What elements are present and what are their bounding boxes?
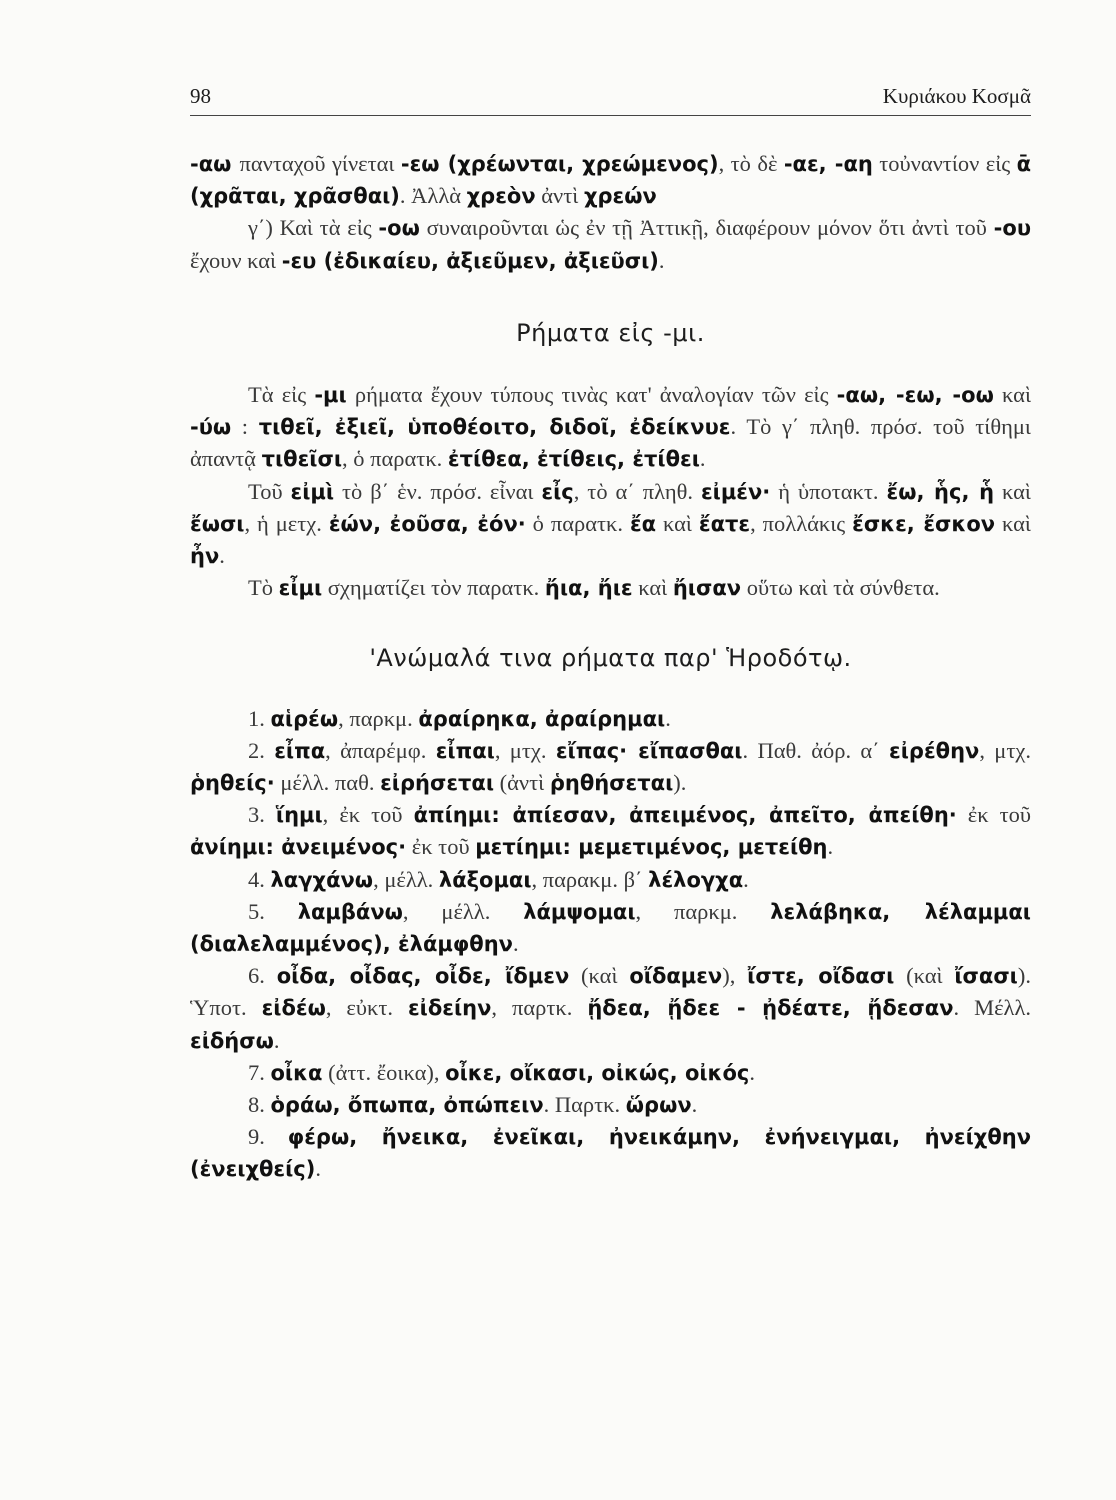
greek-form: λάμψομαι [523,899,636,924]
text-run: . [665,705,671,731]
greek-form: αἱρέω [270,706,339,731]
greek-form: τιθεῖσι [261,447,342,472]
section1-paragraph [190,476,1031,573]
text-run: ἔχουν καὶ [190,247,282,273]
section-heading-irregular-verbs: 'Ανώμαλά τινα ρήματα παρ' Ἡροδότῳ. [369,644,852,673]
text-run: , ἀπαρέμφ. [325,737,436,763]
text-run: . Τὸ γ΄ πληθ. πρόσ. τοῦ τίθημι ἀπαντᾷ [190,414,1031,472]
greek-form: λάξομαι [438,867,532,892]
greek-form: εἰδέω [261,996,326,1021]
greek-form: -οω [378,216,420,241]
irregular-verbs-list [190,703,1031,1186]
text-run: , εὐκτ. [325,995,408,1021]
text-run: 7. [248,1059,271,1085]
section1-paragraph [190,572,1031,604]
text-run: πανταχοῦ γίνεται [239,151,401,176]
greek-form: οἶδα, οἶδας, οἶδε, ἴδμεν [276,964,570,989]
greek-form: ἐών, ἐοῦσα, ἐόν· [328,511,526,536]
section2-paragraph [190,735,1031,799]
greek-form: ἔωσι [190,511,245,536]
greek-form: ἔσκε, ἔσκον [852,511,996,536]
greek-form: ἔω, ἧς, ἧ [886,479,995,504]
text-run: . [691,1092,698,1118]
text-run: τοὐναντίον εἰς [872,151,1017,176]
text-run: Τὸ [248,575,279,601]
greek-form: ἀπίημι: ἀπίεσαν, ἀπειμένος, ἀπεῖτο, ἀπείθη· [413,803,957,828]
text-run: μέλλ. παθ. [274,770,381,796]
text-run: , ἡ μετχ. [244,510,329,536]
text-run: (ἀττ. ἔοικα), [322,1059,446,1085]
text-run: , τὸ α΄ πληθ. [573,478,701,504]
intro-paragraph [190,212,1031,276]
section2-paragraph [190,1057,1031,1089]
text-run: (καὶ [569,963,630,989]
greek-form: εἰδήσω [190,1028,274,1053]
text-run: Τὰ εἰς [248,382,315,408]
greek-form: ὁράω, ὄπωπα, ὀπώπειν [270,1093,544,1118]
greek-form: εἰρήσεται [380,771,495,796]
greek-form: ἔατε [698,511,751,536]
greek-form: -αω [190,152,240,176]
text-run: . [219,543,225,569]
text-run: , τὸ δὲ [718,151,784,176]
text-run: . Μέλλ. [953,995,1032,1021]
intro-paragraphs [190,148,1031,277]
text-run: . [512,931,519,957]
greek-form: ὥρων [625,1093,692,1118]
text-run: γ΄) Καὶ τὰ εἰς [248,215,379,241]
running-title: Κυριάκου Κοσμᾶ [882,84,1031,108]
greek-form: εἶπαι [435,738,495,763]
mi-verbs-section [190,379,1031,604]
greek-form: -εω (χρέωνται, χρεώμενος) [400,152,719,176]
text-run: 2. [248,737,275,763]
greek-form: χρεών [583,184,657,209]
text-run: 3. [248,802,276,828]
text-run: καὶ [993,382,1031,408]
greek-form: χρεὸν [466,184,536,209]
text-run: συναιροῦνται ὡς ἐν τῇ Ἀττικῇ, διαφέρουν μόνον ὅτι ἀντὶ τοῦ [419,215,994,241]
greek-form: εἰρέθην [889,738,980,763]
text-run: καὶ [632,575,673,601]
text-run: . [827,834,834,860]
greek-form: ἀνίημι: ἀνειμένος· [190,835,407,860]
greek-form: λελάβηκα, λέλαμμαι (διαλελαμμένος), ἐλάμφθην [190,899,1031,957]
section2-paragraph [190,864,1031,896]
greek-form: ἴστε, οἴδασι [747,964,895,989]
greek-form: μετίημι: μεμετιμένος, μετείθη [475,835,828,860]
text-run: : [231,414,259,440]
greek-form: ἔα [629,511,657,536]
text-run: , παρτκ. [491,995,588,1021]
section2-paragraph [190,799,1031,863]
greek-form: ἐτίθεα, ἐτίθεις, ἐτίθει [447,447,700,472]
greek-form: ᾱ (χρᾶται, χρᾶσθαι) [190,152,1032,209]
greek-form: ἤισαν [672,576,742,601]
greek-form: -μι [314,383,347,408]
text-run: , παρκμ. [338,705,419,731]
greek-form: ἵημι [275,803,323,828]
text-run: 9. [248,1124,288,1150]
text-run: ), [722,963,748,989]
text-run: , μτχ. [979,737,1032,763]
greek-form: -αε, -αη [783,152,873,176]
greek-form: οἶκα [270,1060,323,1085]
text-run: , μτχ. [494,737,556,763]
text-run: ὁ παρατκ. [525,510,630,536]
text-run: 6. [248,963,277,989]
text-run: τὸ β΄ ἑν. πρόσ. εἶναι [334,478,542,504]
section2-paragraph [190,1121,1031,1185]
greek-form: ᾔδεα, ᾔδεε - ᾐδέατε, ᾔδεσαν [587,996,954,1021]
greek-form: ἤια, ἤιε [544,576,633,601]
text-run: , πολλάκις [750,510,853,536]
greek-form: ῥηθείς· [190,771,275,796]
greek-form: εἶπα [274,738,326,763]
text-run: . [658,247,665,273]
greek-form: λαγχάνω [270,867,374,892]
text-run: . [273,1027,280,1053]
page-header [190,84,1031,116]
text-run: ἐκ τοῦ [406,834,476,860]
section1-paragraph [190,379,1031,476]
text-run: (ἀντὶ [494,770,550,796]
text-run: . [315,1156,321,1182]
text-run: . [749,1059,755,1085]
section2-paragraph [190,960,1031,1057]
greek-form: -αω, -εω, -οω [836,383,994,408]
text-run: ἐκ τοῦ [956,802,1031,828]
greek-form: -ου [993,216,1031,241]
text-run: , ἐκ τοῦ [322,802,414,828]
greek-form: ἦν [190,544,220,569]
text-run: 5. [248,898,298,924]
text-run: . [743,866,749,892]
text-run: ρήματα ἔχουν τύπους τινὰς κατ' ἀναλογίαν τῶν εἰς [346,382,837,408]
section2-paragraph [190,1089,1031,1121]
text-run: , παρακμ. β΄ [531,866,649,892]
greek-form: ῥηθήσεται [549,771,674,796]
text-run: ἀντὶ [535,183,584,209]
text-run: σχηματίζει τὸν παρατκ. [322,575,545,601]
greek-form: -ύω [190,415,232,440]
greek-form: ἴσασι [954,964,1018,989]
text-run: 1. [248,705,271,731]
text-run: καὶ [995,510,1031,536]
text-run: οὕτω καὶ τὰ σύνθετα. [741,575,940,601]
intro-paragraph [190,148,1031,212]
greek-form: οἴδαμεν [629,964,723,989]
page-body [190,148,1031,1186]
page-number: 98 [190,84,211,108]
text-run: ἡ ὑποτακτ. [770,478,887,504]
text-run: Τοῦ [248,478,291,504]
text-run: . Ἀλλὰ [399,183,467,209]
greek-form: λαμβάνω [297,899,403,924]
greek-form: εἰμὶ [290,479,335,504]
text-run: ). [673,770,687,796]
greek-form: εἰμέν· [700,479,771,504]
text-run: , παρκμ. [635,898,771,924]
greek-form: φέρω, ἤνεικα, ἐνεῖκαι, ἠνεικάμην, ἐνήνειγμαι, ἠνείχθην (ἐνειχθείς) [190,1125,1032,1182]
greek-form: οἶκε, οἴκασι, οἰκώς, οἰκός [445,1060,750,1085]
greek-form: εἶς [541,479,574,504]
greek-form: τιθεῖ, ἐξιεῖ, ὑποθέοιτο, διδοῖ, ἐδείκνυε [258,415,731,440]
greek-form: εἶμι [278,576,323,601]
text-run: 4. [248,866,271,892]
text-run: (καὶ [894,963,955,989]
text-run: καὶ [656,510,699,536]
text-run: . Παρτκ. [543,1092,626,1118]
text-run: ). Ὑποτ. [190,963,1031,1021]
text-run: . Παθ. ἀόρ. α΄ [742,737,890,763]
greek-form: ἀραίρηκα, ἀραίρημαι [418,706,666,731]
text-run: , μέλλ. [402,898,524,924]
greek-form: λέλογχα [648,867,744,892]
text-run: . [699,446,706,472]
section2-paragraph [190,896,1031,960]
section2-paragraph [190,703,1031,735]
text-run: 8. [248,1092,271,1118]
greek-form: εἰδείην [407,996,492,1021]
text-run: , μέλλ. [373,866,439,892]
greek-form: -ευ (ἐδικαίευ, ἀξιεῦμεν, ἀξιεῦσι) [281,248,659,273]
text-run: , ὁ παρατκ. [342,446,448,472]
greek-form: εἴπας· εἴπασθαι [555,738,743,763]
text-run: καὶ [994,478,1031,504]
section-heading-mi-verbs: Ρήματα εἰς -μι. [516,318,705,347]
